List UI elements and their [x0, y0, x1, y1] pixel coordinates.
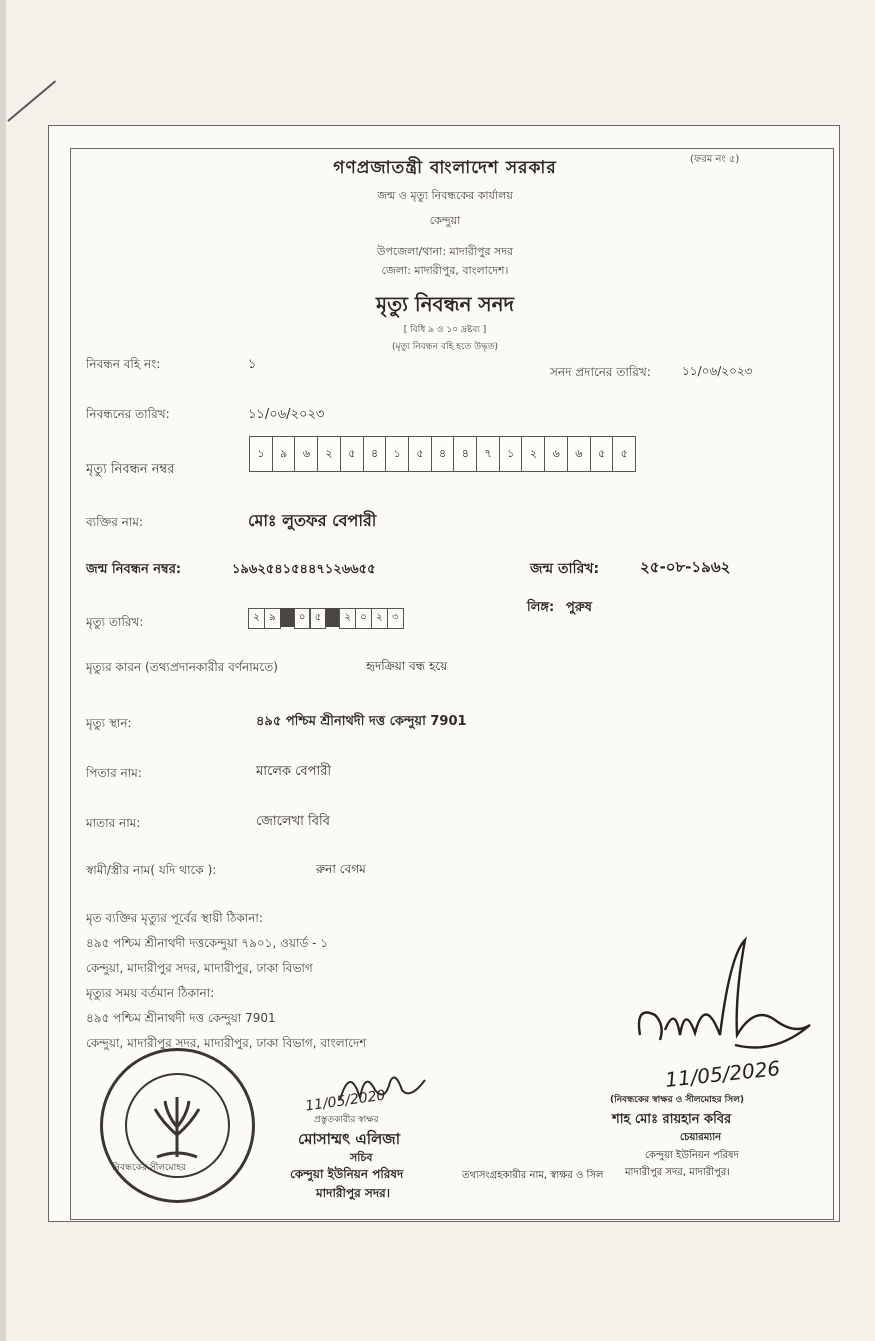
registrar-role: চেয়ারম্যান	[680, 1132, 722, 1143]
registration-digit: ১	[499, 436, 523, 472]
registration-digit: ৪	[453, 436, 477, 472]
spouse-name-value: রুনা বেগম	[316, 862, 366, 876]
death-date-label: মৃত্যু তারিখ:	[86, 615, 144, 629]
registration-digit: ৫	[590, 436, 614, 472]
issuer-caption: প্রস্তুতকারীর স্বাক্ষর	[314, 1115, 379, 1125]
birth-date-label: জন্ম তারিখ:	[530, 561, 600, 577]
registration-digit: ২	[521, 436, 545, 472]
registrar-signature	[625, 935, 825, 1070]
registration-date-value: ১১/০৬/২০২৩	[248, 407, 325, 422]
registrar-name: শাহ মোঃ রায়হান কবির	[612, 1112, 732, 1127]
registration-digit: ৬	[544, 436, 568, 472]
registration-digit: ৫	[612, 436, 636, 472]
date-digit: ২	[371, 608, 388, 629]
birth-registration-value: ১৯৬২৫৪১৫৪৪৭১২৬৬৫৫	[232, 562, 376, 577]
death-place-value: ৪৯৫ পশ্চিম শ্রীনাথদী দত্ত কেন্দুয়া 7901	[256, 714, 467, 729]
registration-digit: ২	[317, 436, 341, 472]
present-address-label: মৃত্যুর সময় বর্তমান ঠিকানা:	[86, 986, 215, 1000]
certificate-title: মৃত্যু নিবন্ধন সনদ	[375, 292, 515, 316]
photo-edge	[0, 0, 6, 1341]
registration-digit: ৬	[294, 436, 318, 472]
registration-digit: ৭	[476, 436, 500, 472]
issuer-place: মাদারীপুর সদর।	[316, 1186, 391, 1200]
death-registration-number	[249, 436, 635, 472]
upazila-line: উপজেলা/থানা: মাদারীপুর সদর	[376, 245, 514, 258]
registration-date-label: নিবন্ধনের তারিখ:	[86, 407, 170, 421]
gender-label: লিঙ্গ:	[527, 600, 555, 615]
date-digit: ০	[294, 608, 311, 629]
date-digit: ২	[339, 608, 356, 629]
book-number-value: ১	[248, 357, 257, 372]
permanent-address-label: মৃত ব্যক্তির মৃত্যুর পূর্বের স্থায়ী ঠিকানা:	[86, 911, 263, 925]
paper-crease-mark	[7, 80, 56, 121]
date-digit: ০	[355, 608, 372, 629]
date-separator	[325, 608, 340, 627]
registrar-sign-date: 11/05/2026	[664, 1056, 782, 1092]
issuer-sign-date: 11/05/2020	[304, 1087, 387, 1115]
collector-caption: তথ্যসংগ্রহকারীর নাম, স্বাক্ষর ও সিল	[462, 1170, 604, 1181]
person-name-label: ব্যক্তির নাম:	[86, 515, 144, 529]
spouse-name-label: স্বামী/স্ত্রীর নাম( যদি থাকে ):	[86, 863, 217, 877]
union-name: কেন্দুয়া	[429, 214, 461, 227]
father-name-label: পিতার নাম:	[86, 766, 142, 780]
registration-digit: ৫	[340, 436, 364, 472]
registration-digit: ৪	[431, 436, 455, 472]
office-name: জন্ম ও মৃত্যু নিবন্ধকের কার্যালয়	[377, 189, 513, 202]
death-registration-label: মৃত্যু নিবন্ধন নম্বর	[86, 462, 175, 477]
registration-digit: ১	[249, 436, 273, 472]
form-number: (ফরম নং ৫)	[690, 154, 740, 165]
certificate-date-value: ১১/০৬/২০২৩	[682, 364, 753, 378]
date-digit: ৫	[309, 608, 326, 629]
date-digit: ২	[248, 608, 265, 629]
birth-registration-label: জন্ম নিবন্ধন নম্বর:	[86, 562, 182, 577]
cause-label: মৃত্যুর কারন (তথ্যপ্রদানকারীর বর্ণনামতে)	[86, 660, 278, 674]
permanent-address-line2: কেন্দুয়া, মাদারীপুর সদর, মাদারীপুর, ঢাকা বিভাগ	[86, 961, 313, 975]
district-line: জেলা: মাদারীপুর, বাংলাদেশ।	[381, 264, 509, 277]
birth-date-value: ২৫-০৮-১৯৬২	[640, 558, 731, 576]
union-council-seal	[100, 1048, 255, 1203]
registration-digit: ৯	[272, 436, 296, 472]
government-title: গণপ্রজাতন্ত্রী বাংলাদেশ সরকার	[333, 158, 557, 178]
certificate-date-label: সনদ প্রদানের তারিখ:	[550, 365, 651, 379]
present-address-line2: কেন্দুয়া, মাদারীপুর সদর, মাদারীপুর, ঢাকা বিভাগ, বাংলাদেশ	[86, 1036, 367, 1050]
death-place-label: মৃত্যু স্থান:	[86, 716, 132, 730]
mother-name-value: জোলেখা বিবি	[256, 814, 330, 829]
date-separator	[280, 608, 295, 627]
rule-reference: [ বিধি ৯ ও ১০ দ্রষ্টব্য ]	[403, 325, 487, 335]
registration-digit: ৪	[363, 436, 387, 472]
seal-caption: নিবন্ধকের সীলমোহর	[112, 1163, 186, 1173]
death-date-boxes	[248, 608, 403, 629]
registrar-caption: (নিবন্ধকের স্বাক্ষর ও সীলমোহর সিল)	[610, 1095, 745, 1105]
issuer-role: সচিব	[350, 1151, 373, 1164]
cause-value: হৃদক্রিয়া বন্ধ হয়ে	[366, 659, 448, 673]
father-name-value: মালেক বেপারী	[256, 764, 332, 779]
present-address-line1: ৪৯৫ পশ্চিম শ্রীনাথদী দত্ত কেন্দুয়া 7901	[86, 1011, 276, 1025]
date-digit: ৯	[264, 608, 281, 629]
mother-name-label: মাতার নাম:	[86, 816, 141, 830]
copy-note: (মৃত্যু নিবন্ধন বহি হতে উদ্ধৃত)	[391, 342, 499, 352]
issuer-office: কেন্দুয়া ইউনিয়ন পরিষদ	[290, 1167, 404, 1181]
registrar-office: কেন্দুয়া ইউনিয়ন পরিষদ	[645, 1150, 739, 1161]
permanent-address-line1: ৪৯৫ পশ্চিম শ্রীনাথদী দত্তকেন্দুয়া ৭৯০১, ওয়ার্ড - ১	[86, 936, 329, 950]
person-name-value: মোঃ লুতফর বেপারী	[248, 511, 377, 530]
registration-digit: ৬	[567, 436, 591, 472]
gender-value: পুরুষ	[566, 600, 592, 615]
issuer-name: মোসাম্মৎ এলিজা	[298, 1130, 401, 1148]
book-number-label: নিবন্ধন বহি নং:	[86, 357, 161, 371]
registrar-place: মাদারীপুর সদর, মাদারীপুর।	[625, 1167, 730, 1178]
date-digit: ৩	[387, 608, 404, 629]
registration-digit: ৫	[408, 436, 432, 472]
registration-digit: ১	[385, 436, 409, 472]
